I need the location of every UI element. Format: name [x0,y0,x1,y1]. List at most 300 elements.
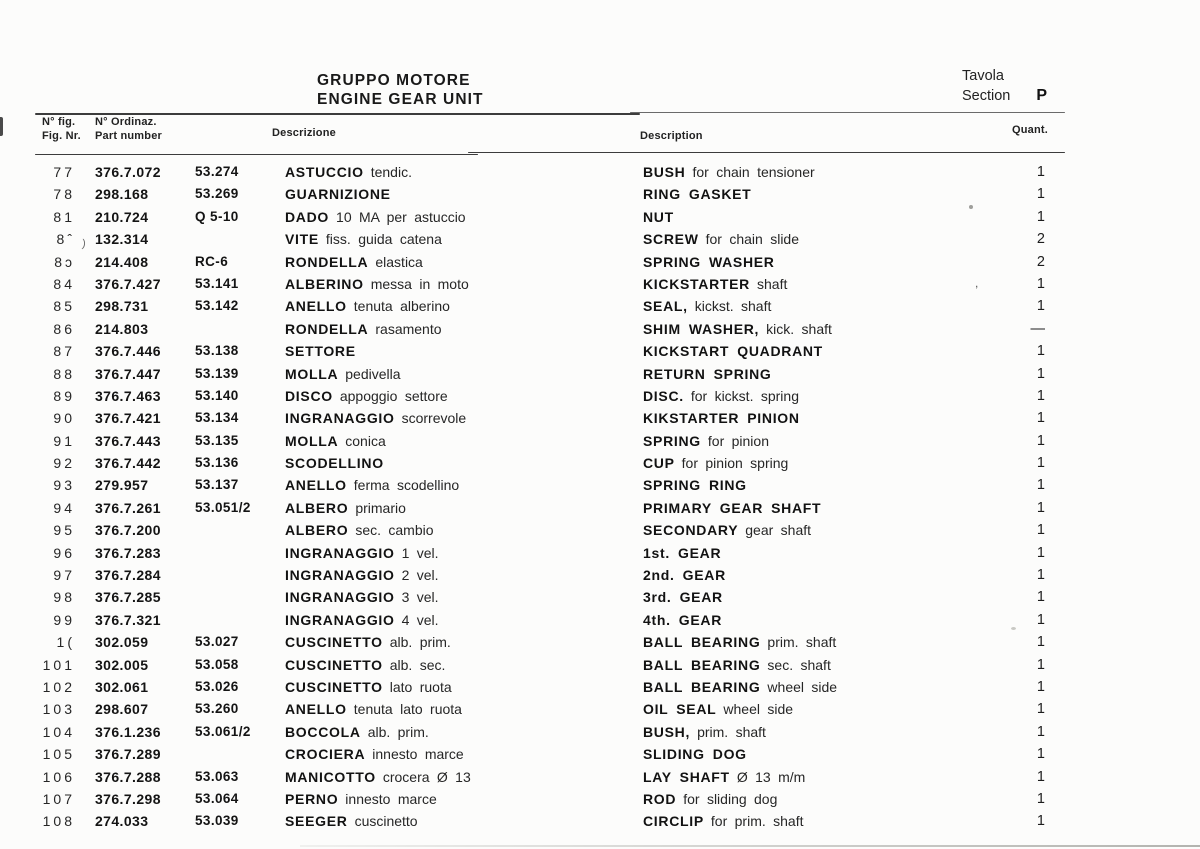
description-english [643,363,1005,385]
description-english [643,340,1005,362]
quantity: 1 [1036,678,1045,695]
fig-number: 98 [53,589,75,606]
description-italian [285,542,643,564]
fig-number: 94 [53,499,75,516]
fig-number: 92 [53,455,75,472]
description-english-lead: NUT [643,208,674,225]
table-row [35,206,1045,228]
description-english-lead: SHIM WASHER, [643,320,760,337]
part-number: 210.724 [95,208,149,225]
quantity: 1 [1036,477,1045,494]
fig-number: 1( [56,634,75,651]
description-italian-lead: RONDELLA [285,253,369,270]
catalog-code: 53.026 [195,678,239,694]
description-italian-lead: CROCIERA [285,746,366,763]
fig-number: 8ˆ [56,231,75,248]
part-number: 376.7.289 [95,746,161,763]
part-number: 298.731 [95,298,149,315]
description-english [643,497,1005,519]
part-number: 376.7.261 [95,499,161,516]
page-bottom-scan-line [300,845,1200,847]
description-italian-rest: lato ruota [389,678,452,695]
column-header-fig: N° fig. Fig. Nr. [42,116,81,142]
part-number: 274.033 [95,813,149,830]
description-italian [285,273,643,295]
description-italian-rest: 10 MA per astuccio [336,208,466,225]
description-italian-lead: ANELLO [285,701,347,718]
description-italian-rest: tendic. [370,164,412,180]
table-row [35,788,1045,810]
description-italian [285,631,643,653]
catalog-code: 53.274 [195,164,239,179]
description-english [643,430,1005,452]
fig-number: 104 [42,723,75,740]
fig-number: 106 [42,768,75,785]
description-english [643,385,1005,407]
description-italian-rest: appoggio settore [339,387,448,404]
description-english-rest: Ø 13 m/m [736,768,806,785]
quantity: 1 [1036,790,1045,807]
part-number: 214.408 [95,253,149,270]
part-number: 214.803 [95,320,149,337]
description-english [643,295,1005,317]
quantity: 1 [1036,387,1045,404]
description-italian-rest: pedivella [345,365,401,382]
description-italian-rest: sec. cambio [355,522,434,539]
description-english-lead: BALL BEARING [643,656,761,673]
description-english [643,407,1005,429]
quantity: 1 [1036,723,1045,740]
part-number: 376.7.443 [95,432,161,449]
description-italian-lead: CUSCINETTO [285,634,383,651]
description-italian [285,788,643,810]
section-value: P [1036,87,1048,104]
quantity: 1 [1036,343,1045,360]
quantity: 1 [1036,186,1045,203]
description-italian-lead: CUSCINETTO [285,678,383,695]
description-english-lead: BUSH, [643,723,691,740]
quantity: 1 [1036,701,1045,718]
description-english-rest: for prim. shaft [710,813,804,830]
page-title-italian: GRUPPO MOTORE [317,72,471,89]
catalog-code: 53.138 [195,343,239,359]
description-italian [285,407,643,429]
description-english-rest: kick. shaft [766,320,832,337]
description-english-lead: SPRING WASHER [643,253,775,270]
table-row [35,452,1045,474]
quantity: 1 [1036,634,1045,651]
table-row [35,228,1045,250]
quantity: 1 [1036,410,1045,427]
table-row [35,273,1045,295]
quantity: 1 [1036,589,1045,606]
catalog-code: 53.269 [195,186,239,202]
description-english-lead: RETURN SPRING [643,365,772,382]
description-italian-lead: ALBERINO [285,275,364,292]
table-row [35,295,1045,317]
fig-number: 87 [53,343,75,360]
description-italian [285,161,643,183]
catalog-code: 53.260 [195,701,239,717]
catalog-code: 53.058 [195,656,239,672]
fig-number: 101 [42,656,75,673]
table-row [35,564,1045,586]
description-english-lead: ROD [643,790,677,807]
description-italian [285,228,643,250]
catalog-code: 53.135 [195,432,239,448]
description-italian-lead: INGRANAGGIO [285,567,395,584]
description-italian-lead: INGRANAGGIO [285,589,395,606]
table-row [35,810,1045,832]
description-english [643,631,1005,653]
description-english-lead: KICKSTARTER [643,275,750,292]
quantity: 1 [1036,522,1045,539]
column-header-quantity: Quant. [1011,124,1048,136]
description-english [643,273,1005,295]
description-english-lead: KIKSTARTER PINION [643,410,800,427]
description-english-lead: CUP [643,455,675,472]
description-italian-lead: SCODELLINO [285,455,384,472]
part-number: 376.1.236 [95,723,161,740]
description-italian-lead: MOLLA [285,365,339,382]
description-english [643,698,1005,720]
table-row [35,654,1045,676]
fig-number: 89 [53,387,75,404]
description-italian [285,318,643,340]
description-english [643,721,1005,743]
description-italian-rest: 2 vel. [401,567,439,584]
part-number: 302.061 [95,678,149,695]
description-english-lead: BUSH [643,164,686,180]
description-italian-lead: DISCO [285,387,333,404]
fig-number: 88 [53,365,75,382]
part-number: 298.168 [95,186,149,203]
part-number: 376.7.446 [95,343,161,360]
part-number: 376.7.447 [95,365,161,382]
description-english-lead: 4th. GEAR [643,611,723,628]
table-row [35,161,1045,183]
fig-number: 84 [53,275,75,292]
description-english-rest: shaft [757,275,788,292]
fig-number: 90 [53,410,75,427]
description-english [643,161,1005,183]
part-number: 376.7.421 [95,410,161,427]
fig-number: 96 [53,544,75,561]
description-italian-lead: ANELLO [285,477,347,494]
fig-number: 107 [42,790,75,807]
catalog-code: 53.137 [195,477,239,493]
description-english-rest: for chain slide [705,231,800,248]
description-english-rest: for chain tensioner [692,164,815,180]
description-italian [285,295,643,317]
scan-comma-artifact: , [975,276,979,290]
description-italian [285,654,643,676]
description-english-lead: SPRING [643,432,701,449]
quantity: 1 [1036,275,1045,292]
description-italian-rest: primario [355,499,406,516]
fig-number: 102 [42,678,75,695]
header-rule-top [35,113,640,115]
part-number: 376.7.288 [95,768,161,785]
page-title-english: ENGINE GEAR UNIT [317,91,484,108]
part-number: 376.7.200 [95,522,161,539]
quantity: 1 [1036,813,1045,830]
description-english-rest: wheel side [767,678,838,695]
catalog-code: Q 5-10 [195,208,239,224]
tavola-label: Tavola [962,68,1004,84]
description-english-lead: SEAL, [643,298,688,315]
section-label: Section [962,88,1011,104]
part-number: 132.314 [95,231,149,248]
description-italian-rest: 4 vel. [401,611,439,628]
catalog-code: 53.063 [195,768,239,784]
description-italian-rest: crocera Ø 13 [382,768,471,785]
description-italian-rest: innesto marce [345,790,437,807]
description-english [643,452,1005,474]
description-italian-lead: CUSCINETTO [285,656,383,673]
column-header-descrizione: Descrizione [272,127,336,139]
description-english [643,609,1005,631]
description-english-rest: kickst. shaft [694,298,772,315]
description-italian-rest: tenuta alberino [353,298,450,315]
description-italian-rest: fiss. guida catena [325,231,442,248]
table-body [35,161,1045,833]
description-italian [285,609,643,631]
catalog-code: 53.134 [195,410,239,426]
description-italian-lead: RONDELLA [285,320,369,337]
page-title [317,71,484,109]
section-block [962,66,1048,106]
description-english-rest: wheel side [723,701,794,718]
scan-dot-artifact [969,205,973,209]
scan-edge-mark [0,117,3,136]
fig-number: 85 [53,298,75,315]
part-number: 302.059 [95,634,149,651]
description-italian-lead: PERNO [285,790,339,807]
quantity: 1 [1036,298,1045,315]
catalog-code: 53.027 [195,634,239,650]
description-english [643,519,1005,541]
part-number: 376.7.072 [95,164,161,180]
description-italian-lead: MANICOTTO [285,768,376,785]
description-italian-lead: DADO [285,208,330,225]
table-row [35,609,1045,631]
description-english-lead: BALL BEARING [643,678,761,695]
scan-paren-artifact: ) [81,237,87,251]
description-english-lead: LAY SHAFT [643,768,730,785]
description-english [643,743,1005,765]
description-english-lead: OIL SEAL [643,701,717,718]
fig-number: 97 [53,567,75,584]
description-italian [285,363,643,385]
table-row [35,251,1045,273]
description-english-rest: for pinion [707,432,769,449]
quantity: 1 [1036,656,1045,673]
part-number: 376.7.463 [95,387,161,404]
catalog-code: 53.051/2 [195,499,251,515]
quantity: 1 [1036,455,1045,472]
quantity: 1 [1036,499,1045,516]
part-number: 376.7.321 [95,611,161,628]
catalog-code: 53.141 [195,275,239,291]
description-italian-lead: VITE [285,231,319,248]
description-italian-rest: elastica [375,253,423,270]
description-english [643,654,1005,676]
fig-number: 81 [53,208,75,225]
description-italian-lead: INGRANAGGIO [285,611,395,628]
table-row [35,407,1045,429]
description-english-lead: KICKSTART QUADRANT [643,343,823,360]
description-italian-rest: ferma scodellino [353,477,460,494]
description-english [643,318,1005,340]
description-english-rest: prim. shaft [697,723,766,740]
table-row [35,474,1045,496]
quantity: 1 [1036,208,1045,225]
description-english [643,810,1005,832]
fig-number: 105 [42,746,75,763]
part-number: 376.7.284 [95,567,161,584]
table-row [35,721,1045,743]
description-english-lead: SECONDARY [643,522,739,539]
description-italian [285,183,643,205]
description-italian [285,676,643,698]
description-english [643,183,1005,205]
description-italian [285,519,643,541]
description-english [643,564,1005,586]
description-italian-rest: messa in moto [370,275,469,292]
description-english [643,586,1005,608]
table-row [35,676,1045,698]
description-english [643,474,1005,496]
table-row [35,340,1045,362]
fig-number: 77 [53,164,75,180]
table-row [35,743,1045,765]
table-row [35,631,1045,653]
quantity: 2 [1036,231,1045,248]
description-italian-rest: 1 vel. [401,544,439,561]
description-italian-rest: tenuta lato ruota [353,701,462,718]
description-italian [285,564,643,586]
description-english-rest: for sliding dog [683,790,778,807]
fig-number: 8ɔ [54,253,75,270]
description-italian [285,810,643,832]
description-italian-rest: scorrevole [401,410,467,427]
description-english-lead: PRIMARY GEAR SHAFT [643,499,822,516]
description-english-lead: SLIDING DOG [643,746,747,763]
table-row [35,519,1045,541]
description-italian-rest: innesto marce [372,746,464,763]
fig-number: 78 [53,186,75,203]
catalog-code: 53.136 [195,455,239,471]
description-italian [285,698,643,720]
description-italian-rest: 3 vel. [401,589,439,606]
quantity: 1 [1036,567,1045,584]
description-italian-rest: conica [345,432,386,449]
fig-number: 86 [53,320,75,337]
fig-number: 93 [53,477,75,494]
description-english-lead: 3rd. GEAR [643,589,723,606]
description-italian-lead: ALBERO [285,522,349,539]
part-number: 376.7.442 [95,455,161,472]
table-row [35,586,1045,608]
description-italian [285,474,643,496]
column-header-description: Description [640,130,703,142]
description-italian-lead: ALBERO [285,499,349,516]
description-english-lead: DISC. [643,387,684,404]
part-number: 302.005 [95,656,149,673]
description-italian [285,586,643,608]
header-rule-bottom [35,154,478,156]
quantity: 1 [1036,432,1045,449]
description-italian [285,340,643,362]
catalog-code: 53.061/2 [195,723,251,739]
quantity: 2 [1036,253,1045,270]
description-english [643,206,1005,228]
description-italian-lead: SEEGER [285,813,348,830]
quantity: 1 [1036,611,1045,628]
description-english [643,766,1005,788]
description-italian [285,497,643,519]
description-english [643,788,1005,810]
fig-number: 99 [53,611,75,628]
part-number: 279.957 [95,477,149,494]
table-row [35,363,1045,385]
description-italian-lead: SETTORE [285,343,356,360]
part-number: 376.7.298 [95,790,161,807]
description-italian-rest: alb. prim. [389,634,451,651]
header-rule-top-segment [630,112,1065,114]
description-italian [285,743,643,765]
description-italian [285,452,643,474]
description-italian-lead: INGRANAGGIO [285,544,395,561]
part-number: 376.7.283 [95,544,161,561]
catalog-code: RC-6 [195,253,229,269]
description-english-rest: for kickst. spring [690,387,799,404]
catalog-code: 53.142 [195,298,239,314]
description-italian-lead: MOLLA [285,432,339,449]
description-english [643,251,1005,273]
fig-number: 91 [53,432,75,449]
description-italian-lead: INGRANAGGIO [285,410,395,427]
quantity: 1 [1036,544,1045,561]
description-italian-rest: rasamento [375,320,442,337]
catalog-code: 53.039 [195,813,239,829]
description-italian-lead: ASTUCCIO [285,164,364,180]
description-italian-lead: GUARNIZIONE [285,186,391,203]
table-row [35,430,1045,452]
description-english [643,228,1005,250]
description-english-lead: SCREW [643,231,699,248]
description-english-lead: 1st. GEAR [643,544,722,561]
description-italian-rest: alb. sec. [389,656,446,673]
scan-faint-artifact [1011,627,1016,630]
fig-number: 95 [53,522,75,539]
column-header-part-number: N° Ordinaz. Part number [95,116,162,142]
catalog-code: 53.139 [195,365,239,381]
catalog-code: 53.064 [195,790,239,806]
fig-number: 103 [42,701,75,718]
table-row [35,497,1045,519]
description-italian [285,206,643,228]
part-number: 376.7.285 [95,589,161,606]
catalog-code: 53.140 [195,387,239,403]
table-row [35,542,1045,564]
description-english-rest: prim. shaft [767,634,837,651]
description-english-lead: RING GASKET [643,186,752,203]
quantity: 1 [1036,746,1045,763]
quantity: 1 [1036,365,1045,382]
header-rule-bottom-segment [468,152,1065,154]
